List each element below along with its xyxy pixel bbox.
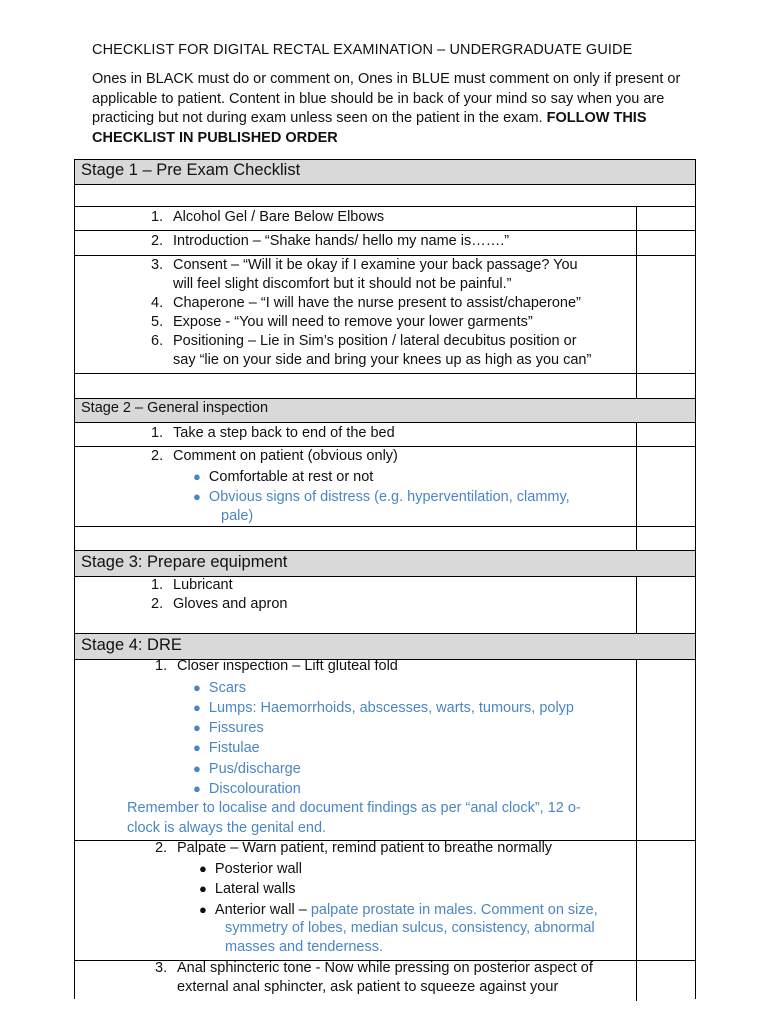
stage3-header-row: [75, 551, 695, 577]
list-item: 4. Chaperone – “I will have the nurse present to assist/chaperone”: [151, 295, 581, 311]
anal-clock-note-continuation: clock is always the genital end.: [127, 820, 327, 836]
list-item: 5. Expose - “You will need to remove your lower garments”: [151, 314, 533, 330]
checkbox-cell[interactable]: [636, 660, 695, 840]
blank-row: [75, 527, 695, 551]
checkbox-cell[interactable]: [636, 231, 695, 255]
table-row: [75, 423, 695, 447]
checkbox-cell[interactable]: [636, 374, 695, 398]
checkbox-cell[interactable]: [636, 841, 695, 960]
bullet-item-blue: ● Obvious signs of distress (e.g. hyperventilation, clammy,: [193, 489, 570, 505]
intro-text: Ones in BLACK must do or comment on, Ones in BLUE must comment on only if present or applicable to patient. Content in blue should be in back of your mind so say when you are practicing but not during exam unless seen on the patient in the exam.: [92, 71, 681, 126]
intro-paragraph: [92, 70, 692, 148]
table-row: [75, 660, 695, 841]
bullet-item-continuation: pale): [221, 508, 254, 524]
bullet-item: ● Comfortable at rest or not: [193, 469, 374, 485]
stage1-header: Stage 1 – Pre Exam Checklist: [81, 161, 301, 179]
table-row: [75, 841, 695, 961]
list-item: 2. Introduction – “Shake hands/ hello my name is…….”: [151, 233, 510, 249]
table-row: [75, 961, 695, 1001]
list-item: 1. Take a step back to end of the bed: [151, 425, 395, 441]
document-title: CHECKLIST FOR DIGITAL RECTAL EXAMINATION – UNDERGRADUATE GUIDE: [92, 42, 633, 58]
checkbox-cell[interactable]: [636, 256, 695, 373]
table-row: [75, 231, 695, 256]
list-item-continuation: say “lie on your side and bring your knees up as high as you can”: [173, 352, 592, 368]
bullet-item-blue: ● Pus/discharge: [193, 761, 301, 777]
bullet-item: ● Anterior wall – palpate prostate in males. Comment on size,: [199, 902, 598, 918]
bullet-item-blue: ● Fistulae: [193, 740, 260, 756]
table-row: [75, 256, 695, 374]
checkbox-cell[interactable]: [636, 423, 695, 446]
checklist-table: [74, 159, 696, 999]
blank-row: [75, 185, 695, 207]
bullet-item-continuation: symmetry of lobes, median sulcus, consistency, abnormal: [225, 920, 595, 936]
bullet-item-blue: ● Lumps: Haemorrhoids, abscesses, warts, tumours, polyp: [193, 700, 574, 716]
checkbox-cell[interactable]: [636, 527, 695, 550]
list-item-continuation: will feel slight discomfort but it should not be painful.”: [173, 276, 512, 292]
list-item: 1. Closer inspection – Lift gluteal fold: [155, 658, 398, 674]
stage4-header: Stage 4: DRE: [81, 636, 182, 654]
list-item: 3. Consent – “Will it be okay if I examine your back passage? You: [151, 257, 578, 273]
list-item: 2. Comment on patient (obvious only): [151, 448, 398, 464]
bullet-item-blue: ● Scars: [193, 680, 246, 696]
table-row: [75, 447, 695, 527]
list-item: 3. Anal sphincteric tone - Now while pressing on posterior aspect of: [155, 960, 593, 976]
list-item: 2. Gloves and apron: [151, 596, 288, 612]
list-item: 1. Lubricant: [151, 577, 233, 593]
bullet-item: ● Lateral walls: [199, 881, 296, 897]
table-row: [75, 577, 695, 634]
bullet-item-blue: ● Fissures: [193, 720, 264, 736]
table-row: [75, 207, 695, 231]
list-item-continuation: external anal sphincter, ask patient to squeeze against your: [177, 979, 559, 995]
list-item: 2. Palpate – Warn patient, remind patient to breathe normally: [155, 840, 553, 856]
stage2-header-row: [75, 399, 695, 423]
list-item: 6. Positioning – Lie in Sim’s position / lateral decubitus position or: [151, 333, 577, 349]
list-item: 1. Alcohol Gel / Bare Below Elbows: [151, 209, 385, 225]
intro-bold-instruction: FOLLOW THIS CHECKLIST IN PUBLISHED ORDER: [92, 110, 647, 146]
bullet-item-continuation: masses and tenderness.: [225, 939, 383, 955]
stage3-header: Stage 3: Prepare equipment: [81, 553, 288, 571]
checkbox-cell[interactable]: [636, 961, 695, 1001]
checkbox-cell[interactable]: [636, 577, 695, 633]
checkbox-cell[interactable]: [636, 207, 695, 230]
blank-row: [75, 374, 695, 399]
checkbox-cell[interactable]: [636, 447, 695, 526]
stage1-header-row: [75, 160, 695, 185]
anal-clock-note: Remember to localise and document findings as per “anal clock”, 12 o-: [127, 800, 581, 816]
bullet-item: ● Posterior wall: [199, 861, 302, 877]
bullet-item-blue: ● Discolouration: [193, 781, 301, 797]
stage2-header: Stage 2 – General inspection: [81, 400, 269, 416]
